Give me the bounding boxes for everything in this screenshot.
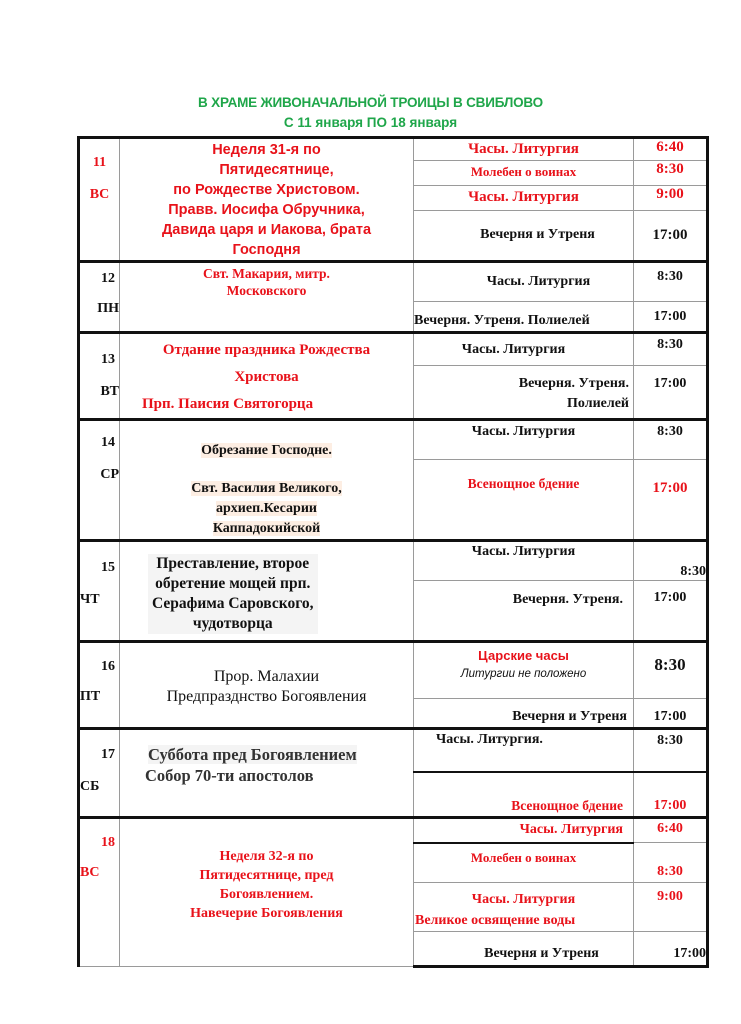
table-row bbox=[79, 729, 708, 772]
feast-line: архиеп.Кесарии bbox=[216, 501, 317, 516]
service-cell bbox=[414, 366, 634, 420]
feast-line: Правв. Иосифа Обручника, bbox=[168, 202, 365, 218]
feast-line: Прп. Паисия Святогорца bbox=[142, 396, 314, 412]
feast-line: Суббота пред Богоявлением bbox=[148, 745, 357, 764]
table-row bbox=[79, 420, 708, 460]
day-date: 16 bbox=[101, 659, 115, 674]
feast-line: Предпразднство Богоявления bbox=[166, 688, 367, 705]
table-row bbox=[79, 541, 708, 581]
feast-line: Навечерие Богоявления bbox=[190, 906, 343, 921]
day-date: 17 bbox=[101, 747, 115, 762]
service-time: 17:00 bbox=[634, 772, 708, 818]
service-time: 17:00 bbox=[634, 932, 708, 967]
feast-line: Преставление, второе bbox=[156, 555, 310, 572]
service-cell bbox=[414, 883, 634, 932]
service-name: Вечерня и Утреня bbox=[414, 932, 634, 967]
day-cell bbox=[79, 333, 120, 420]
day-weekday: ПТ bbox=[80, 689, 101, 704]
day-weekday: СР bbox=[100, 467, 119, 482]
feast-line: Христова bbox=[234, 369, 299, 385]
feast-line: обретение мощей прп. bbox=[155, 575, 311, 592]
day-cell bbox=[79, 262, 120, 333]
day-date: 18 bbox=[101, 835, 115, 850]
feast-line: Свт. Макария, митр. bbox=[203, 266, 330, 281]
service-time: 17:00 bbox=[634, 699, 708, 729]
feast-line: Пятидесятнице, пред bbox=[199, 868, 334, 883]
table-row bbox=[79, 818, 708, 843]
service-name: Вечерня. Утреня. bbox=[414, 581, 634, 642]
day-date: 11 bbox=[92, 155, 107, 170]
service-name: Часы. Литургия bbox=[414, 541, 634, 581]
service-name: Часы. Литургия bbox=[471, 892, 576, 907]
service-time: 8:30 bbox=[634, 160, 708, 185]
feast-cell bbox=[120, 729, 414, 818]
day-date: 12 bbox=[101, 271, 115, 286]
day-weekday: ВС bbox=[89, 187, 110, 202]
service-name: Часы. Литургия bbox=[414, 818, 634, 843]
service-cell bbox=[414, 642, 634, 699]
feast-line: по Рождестве Христовом. bbox=[173, 182, 360, 198]
feast-line: Обрезание Господне. bbox=[201, 443, 332, 458]
service-time: 8:30 bbox=[634, 541, 708, 581]
day-cell bbox=[79, 642, 120, 729]
service-name: Вечерня и Утреня bbox=[414, 699, 634, 729]
service-time: 8:30 bbox=[634, 729, 708, 772]
service-name: Часы. Литургия bbox=[414, 185, 634, 210]
service-time: 17:00 bbox=[634, 366, 708, 420]
feast-line: Неделя 31-я по bbox=[212, 142, 321, 158]
feast-cell bbox=[120, 262, 414, 333]
day-date: 13 bbox=[101, 352, 115, 367]
service-time: 6:40 bbox=[634, 138, 708, 161]
service-time: 17:00 bbox=[634, 581, 708, 642]
feast-cell bbox=[120, 138, 414, 262]
service-name-line2: Полиелей bbox=[567, 396, 629, 412]
service-time: 17:00 bbox=[634, 302, 708, 333]
day-weekday: ПН bbox=[97, 301, 119, 316]
feast-line: Отдание праздника Рождества bbox=[162, 342, 371, 358]
service-note: Литургии не положено bbox=[460, 668, 587, 680]
day-cell bbox=[79, 729, 120, 818]
day-weekday: ВС bbox=[80, 865, 100, 880]
service-name: Вечерня. Утреня. bbox=[518, 376, 629, 392]
day-date: 15 bbox=[101, 560, 115, 575]
service-name: Царские часы bbox=[478, 648, 569, 663]
service-time: 8:30 bbox=[634, 333, 708, 366]
service-name: Всенощное бдение bbox=[414, 772, 634, 818]
service-time: 17:00 bbox=[634, 210, 708, 261]
service-name: Часы. Литургия. bbox=[414, 729, 634, 772]
feast-line: Свт. Василия Великого, bbox=[191, 481, 342, 496]
feast-line: Каппадокийской bbox=[212, 521, 321, 536]
day-cell bbox=[79, 541, 120, 642]
service-time: 8:30 bbox=[634, 843, 708, 883]
service-name: Вечерня. Утреня. Полиелей bbox=[414, 302, 634, 333]
feast-line: Пятидесятнице, bbox=[219, 162, 334, 178]
feast-cell bbox=[120, 541, 414, 642]
feast-cell bbox=[120, 818, 414, 967]
page-subtitle: С 11 января ПО 18 января bbox=[283, 115, 458, 130]
schedule-table bbox=[77, 136, 709, 968]
service-time: 9:00 bbox=[634, 883, 708, 932]
service-name: Молебен о воинах bbox=[414, 843, 634, 883]
service-name: Часы. Литургия bbox=[414, 262, 634, 302]
service-name: Часы. Литургия bbox=[414, 138, 634, 161]
feast-cell bbox=[120, 333, 414, 420]
service-name: Молебен о воинах bbox=[414, 160, 634, 185]
day-cell bbox=[79, 818, 120, 967]
feast-cell bbox=[120, 420, 414, 541]
feast-cell bbox=[120, 642, 414, 729]
table-row bbox=[79, 138, 708, 161]
service-time: 8:30 bbox=[634, 262, 708, 302]
service-name: Вечерня и Утреня bbox=[414, 210, 634, 261]
feast-line: Прор. Малахии bbox=[213, 668, 320, 685]
feast-line: Серафима Саровского, bbox=[152, 595, 314, 612]
service-time: 8:30 bbox=[634, 642, 708, 699]
service-time: 8:30 bbox=[634, 420, 708, 460]
service-name: Часы. Литургия bbox=[414, 333, 634, 366]
feast-line: Давида царя и Иакова, брата bbox=[161, 222, 372, 238]
service-time: 17:00 bbox=[634, 460, 708, 541]
feast-line: чудотворца bbox=[192, 615, 273, 632]
day-cell bbox=[79, 138, 120, 262]
feast-line: Московского bbox=[226, 283, 307, 298]
table-row bbox=[79, 642, 708, 699]
service-name: Всенощное бдение bbox=[414, 460, 634, 541]
day-cell bbox=[79, 420, 120, 541]
table-row bbox=[79, 262, 708, 302]
feast-line: Господня bbox=[232, 242, 301, 258]
service-name: Часы. Литургия bbox=[414, 420, 634, 460]
day-weekday: СБ bbox=[80, 779, 100, 794]
day-weekday: ЧТ bbox=[80, 592, 100, 607]
feast-line: Неделя 32-я по bbox=[219, 849, 314, 864]
service-time: 9:00 bbox=[634, 185, 708, 210]
day-weekday: ВТ bbox=[100, 384, 119, 399]
service-time: 6:40 bbox=[634, 818, 708, 843]
page-title: В ХРАМЕ ЖИВОНАЧАЛЬНОЙ ТРОИЦЫ В СВИБЛОВО bbox=[198, 95, 543, 110]
service-name-line2: Великое освящение воды bbox=[415, 913, 576, 928]
feast-line: Собор 70-ти апостолов bbox=[145, 766, 314, 785]
day-date: 14 bbox=[101, 435, 115, 450]
table-row bbox=[79, 333, 708, 366]
feast-line: Богоявлением. bbox=[219, 887, 314, 902]
